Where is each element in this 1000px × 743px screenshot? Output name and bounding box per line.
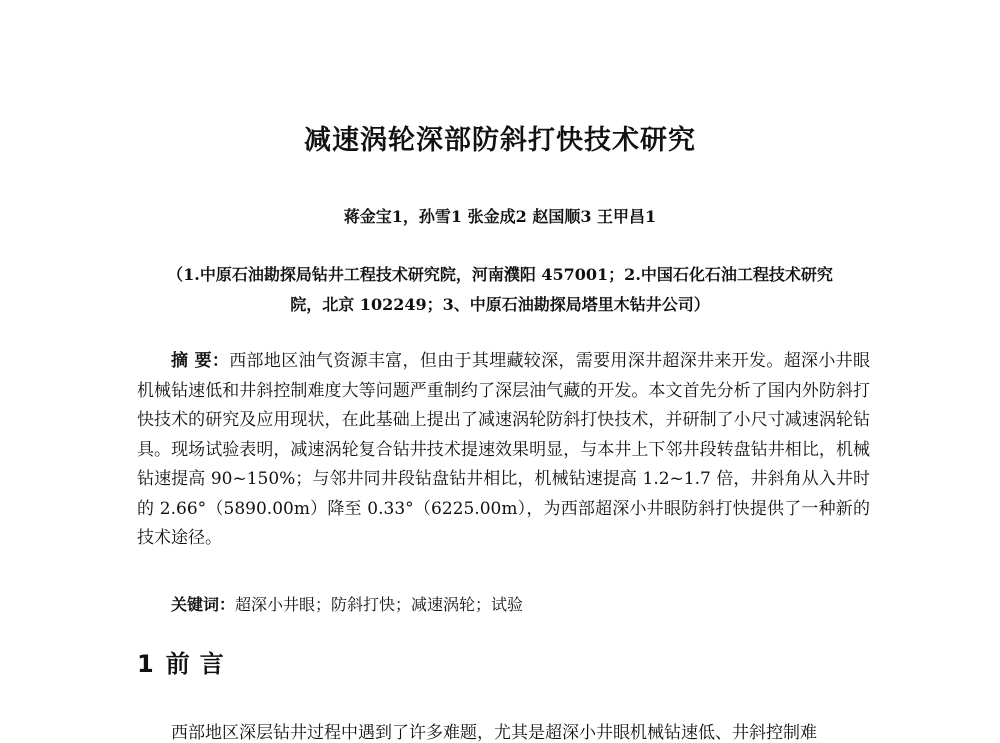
abstract-label: 摘 要： xyxy=(171,351,230,371)
affiliation-line-2: 院，北京 102249；3、中原石油勘探局塔里木钻井公司） xyxy=(290,295,710,314)
keywords xyxy=(171,592,871,615)
keywords-text: 超深小井眼；防斜打快；减速涡轮；试验 xyxy=(235,595,524,614)
abstract xyxy=(137,347,870,554)
affiliation-line-1: （1.中原石油勘探局钻井工程技术研究院，河南濮阳 457001；2.中国石化石油工程技术研究 xyxy=(167,265,833,284)
section-heading xyxy=(137,644,234,679)
section-number: 1 xyxy=(137,650,154,678)
section-title: 前言 xyxy=(165,650,234,678)
body-paragraph: 西部地区深层钻井过程中遇到了许多难题，尤其是超深小井眼机械钻速低、井斜控制难 xyxy=(171,723,817,743)
author-list: 蒋金宝1，孙雪1 张金成2 赵国顺3 王甲昌1 xyxy=(343,207,657,226)
paper-title: 减速涡轮深部防斜打快技术研究 xyxy=(304,125,696,156)
keywords-label: 关键词： xyxy=(171,595,236,614)
abstract-text: 西部地区油气资源丰富，但由于其埋藏较深，需要用深井超深井来开发。超深小井眼机械钻速低和井斜控制难度大等问题严重制约了深层油气藏的开发。本文首先分析了国内外防斜打快技术的研究及应用现状，在此基础上提出了减速涡轮防斜打快技术，并研制了小尺寸减速涡轮钻具。现场试验表明，减速涡轮复合钻井技术提速效果明显，与本井上下邻井段转盘钻井相比，机械钻速提高 90~150%；与邻井同井段钻盘钻井相比，机械钻速提高 1.2~1.7 倍，井斜角从入井时的 2.66°（5890.00m）降至 0.33°（6225.00m），为西部超深小井眼防斜打快提供了一种新的技术途径。 xyxy=(137,351,871,548)
